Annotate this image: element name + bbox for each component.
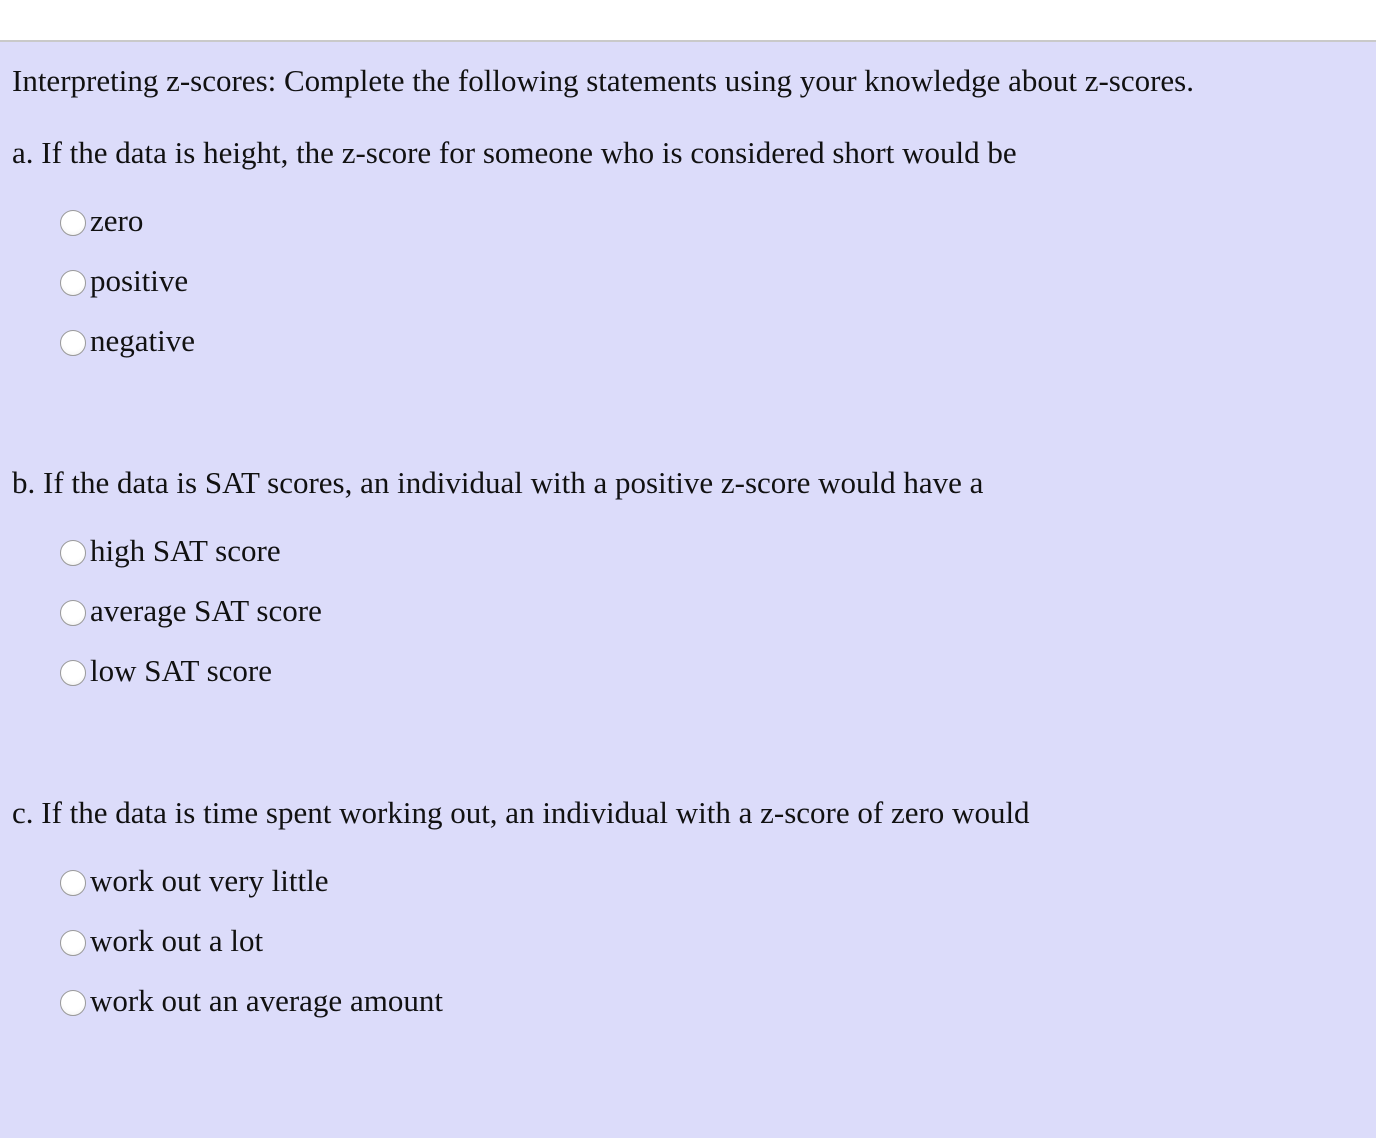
option-label[interactable]: high SAT score (90, 533, 281, 568)
option-label[interactable]: positive (90, 263, 189, 298)
option-label[interactable]: negative (90, 323, 196, 358)
option-label[interactable]: average SAT score (90, 593, 322, 628)
option-label[interactable]: work out a lot (90, 923, 264, 958)
radio-c-very-little[interactable] (60, 870, 86, 896)
option-label[interactable]: zero (90, 203, 144, 238)
top-strip (0, 0, 1376, 42)
radio-b-low[interactable] (60, 660, 86, 686)
option-label[interactable]: low SAT score (90, 653, 272, 688)
radio-a-positive[interactable] (60, 270, 86, 296)
question-a-prompt: a. If the data is height, the z-score for someone who is considered short would be (12, 135, 1017, 170)
question-c-prompt: c. If the data is time spent working out, an individual with a z-score of zero would (12, 795, 1030, 830)
radio-b-average[interactable] (60, 600, 86, 626)
radio-b-high[interactable] (60, 540, 86, 566)
radio-c-a-lot[interactable] (60, 930, 86, 956)
radio-a-zero[interactable] (60, 210, 86, 236)
question-b-prompt: b. If the data is SAT scores, an individual with a positive z-score would have a (12, 465, 984, 500)
option-label[interactable]: work out an average amount (90, 983, 443, 1018)
radio-a-negative[interactable] (60, 330, 86, 356)
question-panel (0, 42, 1376, 1138)
instructions-text: Interpreting z-scores: Complete the following statements using your knowledge about z-scores. (12, 63, 1194, 98)
radio-c-average-amount[interactable] (60, 990, 86, 1016)
option-label[interactable]: work out very little (90, 863, 329, 898)
